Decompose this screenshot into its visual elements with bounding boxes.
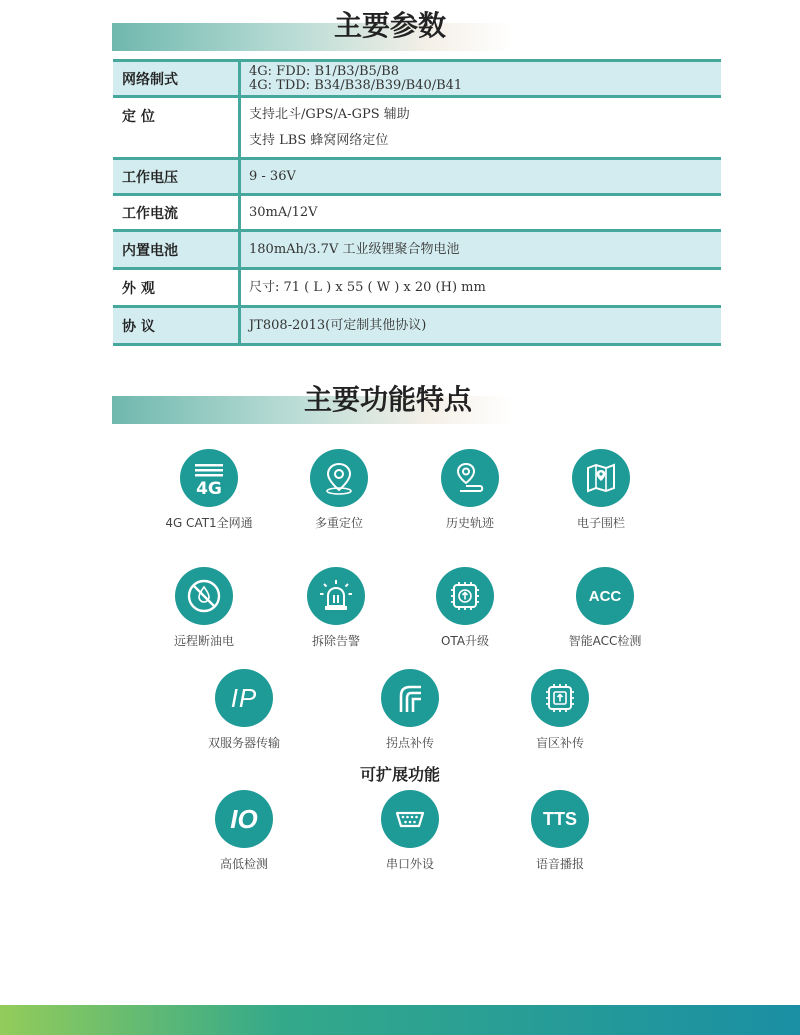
specs-title: 主要参数 xyxy=(334,9,447,42)
ext-voice-broadcast xyxy=(505,790,615,872)
feature-label: 高低检测 xyxy=(219,857,268,871)
map-fence-icon xyxy=(572,449,630,507)
spec-value: JT808-2013(可定制其他协议) xyxy=(240,307,722,345)
fuel-cut-icon xyxy=(175,567,233,625)
spec-value xyxy=(240,97,722,159)
spec-value: 180mAh/3.7V 工业级锂聚合物电池 xyxy=(240,231,722,269)
spec-row-battery xyxy=(113,231,721,269)
feature-history-track xyxy=(415,449,525,531)
feature-multi-location xyxy=(284,449,394,531)
acc-icon xyxy=(576,567,634,625)
chip-upgrade-icon xyxy=(436,567,494,625)
spec-value: 尺寸: 71 ( L ) x 55 ( W ) x 20 (H) mm xyxy=(240,269,722,307)
feature-blind-zone-report xyxy=(505,669,615,751)
feature-geofence xyxy=(546,449,656,531)
spec-key: 内置电池 xyxy=(113,231,240,269)
spec-table xyxy=(113,59,721,346)
feature-ota-upgrade xyxy=(410,567,520,649)
track-icon xyxy=(441,449,499,507)
io-icon-text: IO xyxy=(230,803,258,834)
chip-upload-icon xyxy=(531,669,589,727)
feature-tamper-alarm xyxy=(281,567,391,649)
spec-key: 工作电压 xyxy=(113,159,240,195)
feature-label: 智能ACC检测 xyxy=(568,634,642,648)
feature-label: 电子围栏 xyxy=(576,516,625,530)
footer-gradient-bar xyxy=(0,1005,800,1035)
spec-key: 定 位 xyxy=(113,97,240,159)
feature-label: 多重定位 xyxy=(314,516,363,530)
4g-icon-text: 4G xyxy=(196,479,222,498)
tts-icon-text: TTS xyxy=(543,808,577,829)
spec-value-line: 支持 LBS 蜂窝网络定位 xyxy=(249,132,389,148)
features-title: 主要功能特点 xyxy=(304,383,473,416)
spec-key: 协 议 xyxy=(113,307,240,345)
spec-row-location xyxy=(113,97,721,159)
spec-row-voltage xyxy=(113,159,721,195)
spec-key: 网络制式 xyxy=(113,61,240,97)
spec-row-network xyxy=(113,61,721,97)
feature-remote-fuel-cut xyxy=(149,567,259,649)
alarm-icon xyxy=(307,567,365,625)
feature-label: 拆除告警 xyxy=(311,634,360,648)
feature-label: 远程断油电 xyxy=(173,634,234,648)
tts-icon xyxy=(531,790,589,848)
spec-row-protocol xyxy=(113,307,721,345)
location-pin-icon xyxy=(310,449,368,507)
spec-value-line: 4G: FDD: B1/B3/B5/B8 xyxy=(249,63,399,79)
feature-label: 盲区补传 xyxy=(535,736,584,750)
feature-acc-detection xyxy=(550,567,660,649)
feature-label: 语音播报 xyxy=(535,857,584,871)
spec-key: 工作电流 xyxy=(113,195,240,231)
specs-header-bar xyxy=(112,23,512,51)
extensions-title: 可扩展功能 xyxy=(359,765,440,784)
spec-value-line: 支持北斗/GPS/A-GPS 辅助 xyxy=(249,106,410,122)
feature-label: 串口外设 xyxy=(385,857,434,871)
4g-icon xyxy=(180,449,238,507)
feature-label: 双服务器传输 xyxy=(207,736,280,750)
ext-io-detection xyxy=(189,790,299,872)
spec-value-line: 4G: TDD: B34/B38/B39/B40/B41 xyxy=(249,77,463,93)
spec-row-current xyxy=(113,195,721,231)
feature-dual-server xyxy=(189,669,299,751)
feature-corner-report xyxy=(355,669,465,751)
feature-label: 历史轨迹 xyxy=(445,516,494,530)
spec-value xyxy=(240,61,722,97)
feature-label: 拐点补传 xyxy=(385,736,434,750)
serial-port-icon xyxy=(381,790,439,848)
spec-key: 外 观 xyxy=(113,269,240,307)
spec-value: 30mA/12V xyxy=(240,195,722,231)
spec-row-appearance xyxy=(113,269,721,307)
feature-label: 4G CAT1全网通 xyxy=(165,516,253,530)
feature-label: OTA升级 xyxy=(440,634,490,648)
acc-icon-text: ACC xyxy=(588,587,622,605)
corner-icon xyxy=(381,669,439,727)
ip-icon xyxy=(215,669,273,727)
spec-value: 9 - 36V xyxy=(240,159,722,195)
io-icon xyxy=(215,790,273,848)
ext-serial-peripheral xyxy=(355,790,465,872)
feature-4g xyxy=(154,449,264,531)
ip-icon-text: IP xyxy=(230,682,258,713)
